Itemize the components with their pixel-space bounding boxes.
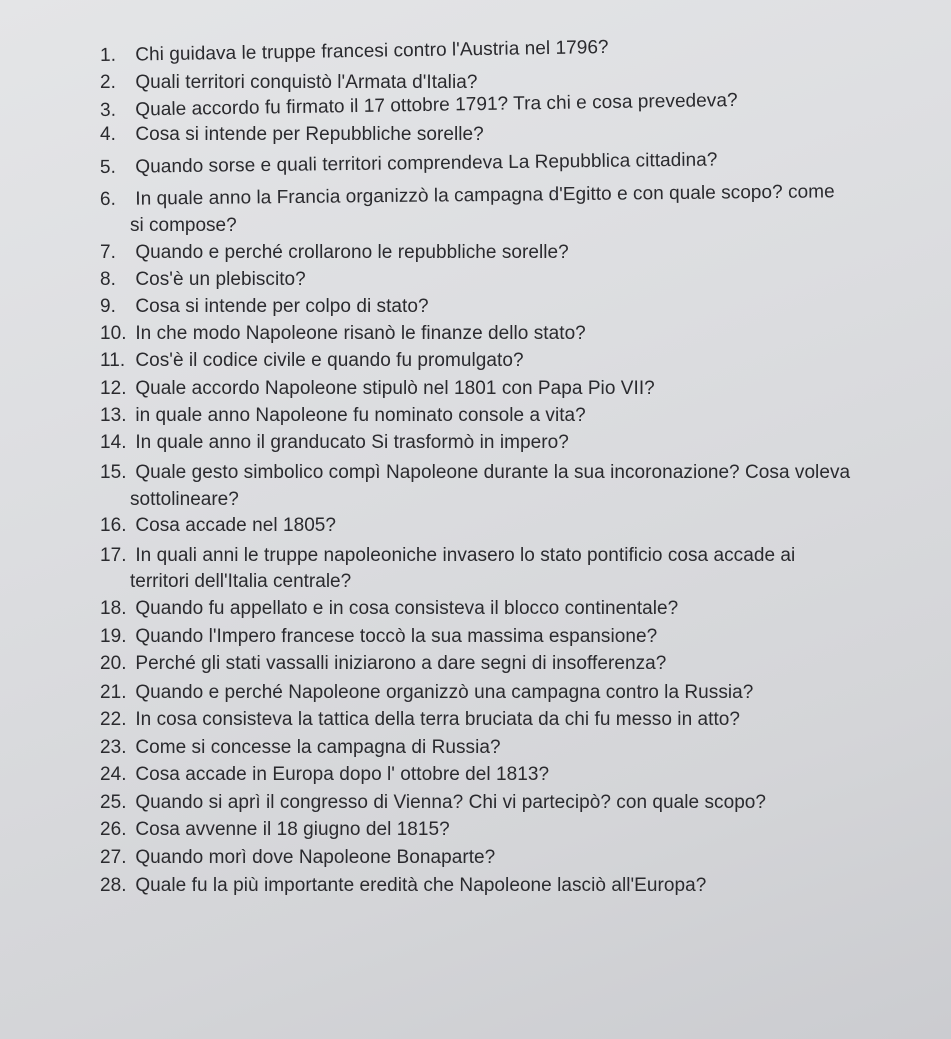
question-number: 11.	[100, 350, 126, 371]
question-number: 1.	[99, 44, 117, 66]
question-text: Cos'è un plebiscito?	[135, 269, 306, 290]
question-text: In quale anno il granducato Si trasformò in impero?	[135, 432, 569, 453]
question-number: 22.	[100, 709, 127, 730]
question-text: Cos'è il codice civile e quando fu promulgato?	[135, 350, 524, 371]
question-text: Cosa accade nel 1805?	[135, 515, 337, 536]
question-item	[100, 179, 835, 213]
question-number: 17.	[100, 545, 127, 566]
question-number: 5.	[99, 156, 117, 178]
question-text: In quale anno la Francia organizzò la campagna d'Egitto e con quale scopo? come	[135, 181, 835, 210]
question-text: In quali anni le truppe napoleoniche invasero lo stato pontificio cosa accade ai	[135, 545, 796, 566]
question-number: 25.	[100, 792, 127, 813]
question-item	[100, 624, 657, 650]
question-item	[100, 267, 306, 293]
question-continuation: sottolineare?	[130, 489, 239, 510]
question-item	[100, 376, 655, 402]
question-text: Quando fu appellato e in cosa consisteva il blocco continentale?	[135, 598, 679, 619]
question-number: 18.	[100, 598, 127, 619]
question-number: 20.	[100, 653, 127, 674]
question-item	[100, 707, 740, 733]
question-number: 24.	[100, 764, 127, 785]
question-item	[100, 460, 850, 486]
question-number: 26.	[100, 819, 127, 840]
question-number: 27.	[100, 847, 127, 868]
question-item	[100, 240, 569, 266]
question-number: 28.	[100, 875, 127, 896]
question-text: Quando sorse e quali territori comprendeva La Repubblica cittadina?	[135, 149, 718, 178]
question-number: 14.	[100, 432, 127, 453]
question-number: 19.	[100, 626, 127, 647]
question-text: Cosa si intende per colpo di stato?	[135, 296, 429, 317]
question-continuation: si compose?	[130, 215, 237, 236]
question-item	[100, 845, 495, 871]
question-item	[100, 543, 795, 569]
question-text: Come si concesse la campagna di Russia?	[135, 737, 501, 758]
question-number: 9.	[100, 296, 116, 317]
question-item	[100, 735, 501, 761]
question-number: 15.	[100, 462, 127, 483]
question-item	[100, 513, 336, 539]
question-item	[100, 817, 450, 843]
question-number: 10.	[100, 323, 127, 344]
question-item	[100, 403, 586, 429]
question-item	[100, 762, 549, 788]
question-item	[100, 348, 524, 374]
question-continuation: territori dell'Italia centrale?	[130, 571, 352, 592]
question-text: Cosa accade in Europa dopo l' ottobre del 1813?	[135, 764, 550, 785]
question-number: 3.	[99, 99, 117, 121]
question-item	[100, 321, 586, 347]
question-text: Chi guidava le truppe francesi contro l'Austria nel 1796?	[135, 37, 609, 66]
question-text: Quando si aprì il congresso di Vienna? Chi vi partecipò? con quale scopo?	[135, 792, 767, 813]
question-number: 13.	[100, 405, 127, 426]
question-item	[100, 680, 753, 706]
question-number: 4.	[100, 124, 116, 145]
question-number: 21.	[100, 682, 127, 703]
question-item	[100, 147, 718, 181]
question-text: Quando e perché Napoleone organizzò una campagna contro la Russia?	[135, 682, 754, 703]
question-item	[100, 430, 569, 456]
question-text: Quale accordo fu firmato il 17 ottobre 1791? Tra chi e cosa prevedeva?	[135, 89, 738, 121]
question-item	[100, 873, 706, 899]
question-item	[100, 596, 678, 622]
question-number: 23.	[100, 737, 127, 758]
question-number: 7.	[100, 242, 116, 263]
question-item	[100, 122, 484, 148]
question-text: Cosa avvenne il 18 giugno del 1815?	[135, 819, 450, 840]
question-number: 12.	[100, 378, 127, 399]
question-text: in quale anno Napoleone fu nominato console a vita?	[135, 405, 586, 426]
question-text: Quale accordo Napoleone stipulò nel 1801 con Papa Pio VII?	[135, 378, 655, 399]
question-item	[100, 651, 666, 677]
question-item	[100, 790, 766, 816]
question-text: Quando l'Impero francese toccò la sua massima espansione?	[135, 626, 658, 647]
question-text: In che modo Napoleone risanò le finanze dello stato?	[135, 323, 586, 344]
question-text: Quale fu la più importante eredità che Napoleone lasciò all'Europa?	[135, 875, 707, 896]
question-text: Quali territori conquistò l'Armata d'Italia?	[135, 72, 478, 93]
question-text: Quale gesto simbolico compì Napoleone durante la sua incoronazione? Cosa voleva	[135, 462, 851, 483]
question-text: In cosa consisteva la tattica della terra bruciata da chi fu messo in atto?	[135, 709, 741, 730]
question-item	[100, 294, 429, 320]
question-text: Quando e perché crollarono le repubbliche sorelle?	[135, 242, 569, 263]
question-text: Perché gli stati vassalli iniziarono a dare segni di insofferenza?	[135, 653, 667, 674]
question-text: Cosa si intende per Repubbliche sorelle?	[135, 124, 484, 145]
question-text: Quando morì dove Napoleone Bonaparte?	[135, 847, 496, 868]
question-number: 16.	[100, 515, 127, 536]
question-number: 6.	[99, 188, 117, 210]
question-item	[100, 35, 609, 69]
question-number: 8.	[100, 269, 116, 290]
question-number: 2.	[100, 72, 116, 93]
